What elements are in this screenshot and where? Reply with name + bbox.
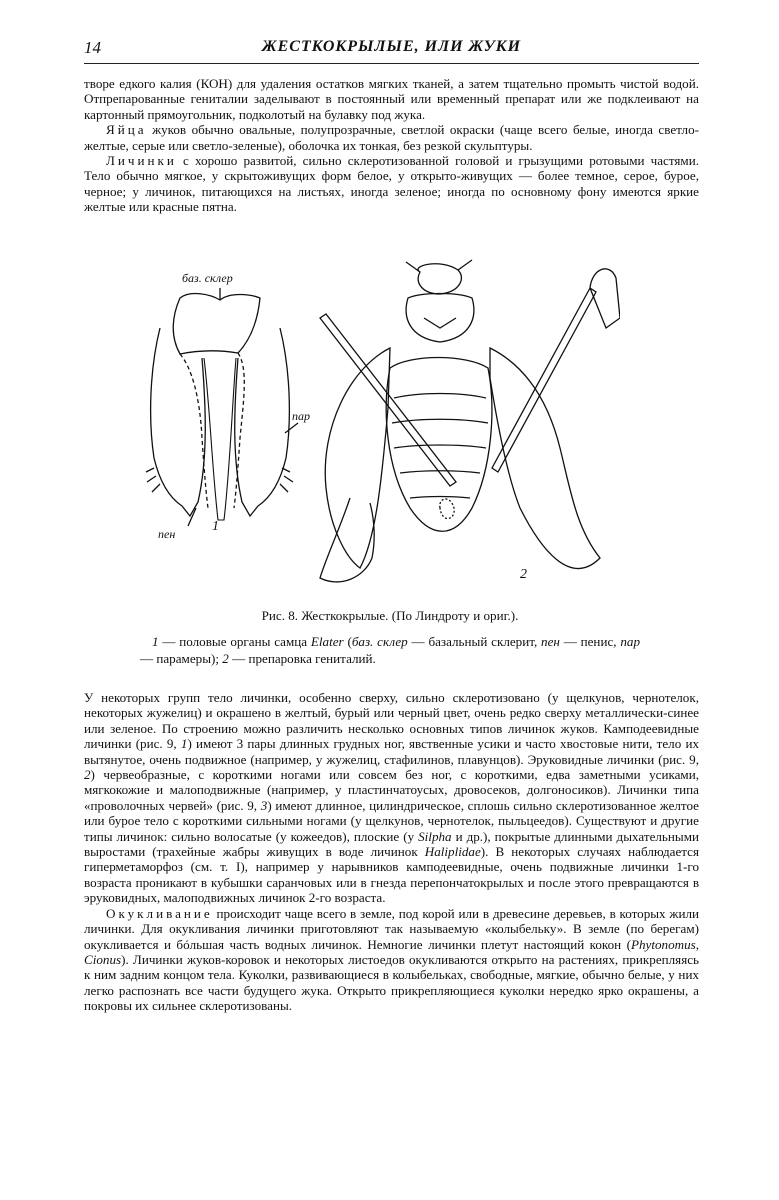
- paragraph-koh: творе едкого калия (КОН) для удаления остатков мягких тканей, а затем тщательно промыть чистой водой. Отпрепарованные гениталии заделывают в постоянный или временный препарат или же подклеивают на картонный прямоугольник, подколотый на булавку под жука.: [84, 76, 699, 122]
- figure-8-illustration: [120, 258, 620, 598]
- genus-elater: Elater: [310, 634, 344, 649]
- genitalia-drawing: [146, 288, 298, 526]
- lead-word-pupation: Окукливание: [106, 905, 213, 921]
- lead-word-eggs: Яйца: [106, 122, 147, 138]
- running-title: ЖЕСТКОКРЫЛЫЕ, ИЛИ ЖУКИ: [261, 38, 522, 55]
- figure-caption-title: Рис. 8. Жесткокрылые. (По Линдроту и ориг.).: [261, 608, 519, 623]
- paragraph-eggs: Яйца жуков обычно овальные, полупрозрачные, светлой окраски (чаще всего белые, иногда светло-желтые, серые или светло-зеленые), оболочка их тонкая, без резкой скульптуры.: [84, 122, 699, 153]
- header-rule: [84, 63, 699, 64]
- text-block-bottom: [84, 690, 699, 1014]
- lead-word-larvae: Личинки: [106, 153, 177, 169]
- text-block-top: [84, 76, 699, 215]
- label-parameres: пар: [292, 409, 310, 423]
- family-haliplidae: Haliplidae: [424, 844, 481, 860]
- figure-part-1-number: 1: [212, 519, 219, 534]
- paragraph-larvae: Личинки с хорошо развитой, сильно склеротизованной головой и грызущими ротовыми частями. Тело обычно мягкое, у скрытоживущих форм белое, у открыто-живущих — более темное, серое, бурое, черное; у личинок, питающихся на листьях, иногда зеленое; иногда по основному фону имеются яркие желтые или красные пятна.: [84, 153, 699, 215]
- genus-cionus: Cionus: [84, 951, 122, 967]
- paragraph-larva-types: У некоторых групп тело личинки, особенно сверху, сильно склеротизовано (у щелкунов, чернотелок, некоторых жужелиц) и окрашено в желтый, бурый или черный цвет, очень редко сверху металлически-синее или зеленое. По строению можно различить несколько основных типов личинок жуков. Камподеевидные личинки (рис. 9, 1) имеют 3 пары длинных грудных ног, явственные усики и часто хвостовые нити, тело их вытянутое, очень подвижное (например, у жужелиц, стафилинов, плавунцов). Эруковидные личинки (рис. 9, 2) червеобразные, с короткими ногами или совсем без ног, с короткими, едва заметными усиками, мягкокожие и малоподвижные (например, у пластинчатоусых, дровосеков, долгоносиков). Личинки типа «проволочных червей» (рис. 9, 3) имеют длинное, цилиндрическое, сплошь сильно склеротизованное желтое или бурое тело с короткими сильными ногами (у щелкунов, чернотелок, пыльцеедов). Существуют и другие типы личинок: сильно волосатые (у кожеедов), плоские (у Silpha и др.), покрытые длинными дыхательными выростами (трахейные жабры живущих в воде личинок Haliplidae). В некоторых случаях наблюдается гиперметаморфоз (см. т. I), например у нарывников камподеевидные, очень подвижные личинки 1-го возраста проникают в кубышки саранчовых или в гнезда перепончатокрылых и после этого превращаются в эруковидных, малоподвижных личинок 2-го возраста.: [84, 690, 700, 906]
- label-penis: пен: [158, 527, 176, 541]
- paragraph-pupation: Окукливание происходит чаще всего в земле, под корой или в древесине деревьев, в которых жили личинки. Для окукливания личинки приготовляют так называемую «колыбельку». В земле (по берегам) окукливается и бóльшая часть водных личинок. Немногие личинки плетут настоящий кокон (Phytonomus, Cionus). Личинки жуков-коровок и некоторых листоедов окукливаются открыто на растениях, прикрепляясь к ним задним концом тела. Куколки, развивающиеся в колыбельках, свободные, мягкие, обычно белые, у них легко распознать все части будущего жука. Открыто прикрепляющиеся куколки нередко ярко окрашены, а покровы их сильнее склеротизованы.: [84, 905, 699, 1014]
- page-header: [84, 38, 699, 62]
- label-basal-sclerite: баз. склер: [182, 271, 233, 285]
- beetle-dissection-drawing: [320, 260, 620, 582]
- page-number: 14: [84, 38, 101, 57]
- genus-phytonomus: Phytonomus: [630, 936, 696, 952]
- genus-silpha: Silpha: [418, 828, 452, 844]
- figure-part-2-number: 2: [520, 567, 527, 582]
- figure-caption-body: 1 — половые органы самца Elater (баз. склер — базальный склерит, пен — пенис, пар — парамеры); 2 — препаровка гениталий.: [140, 634, 640, 666]
